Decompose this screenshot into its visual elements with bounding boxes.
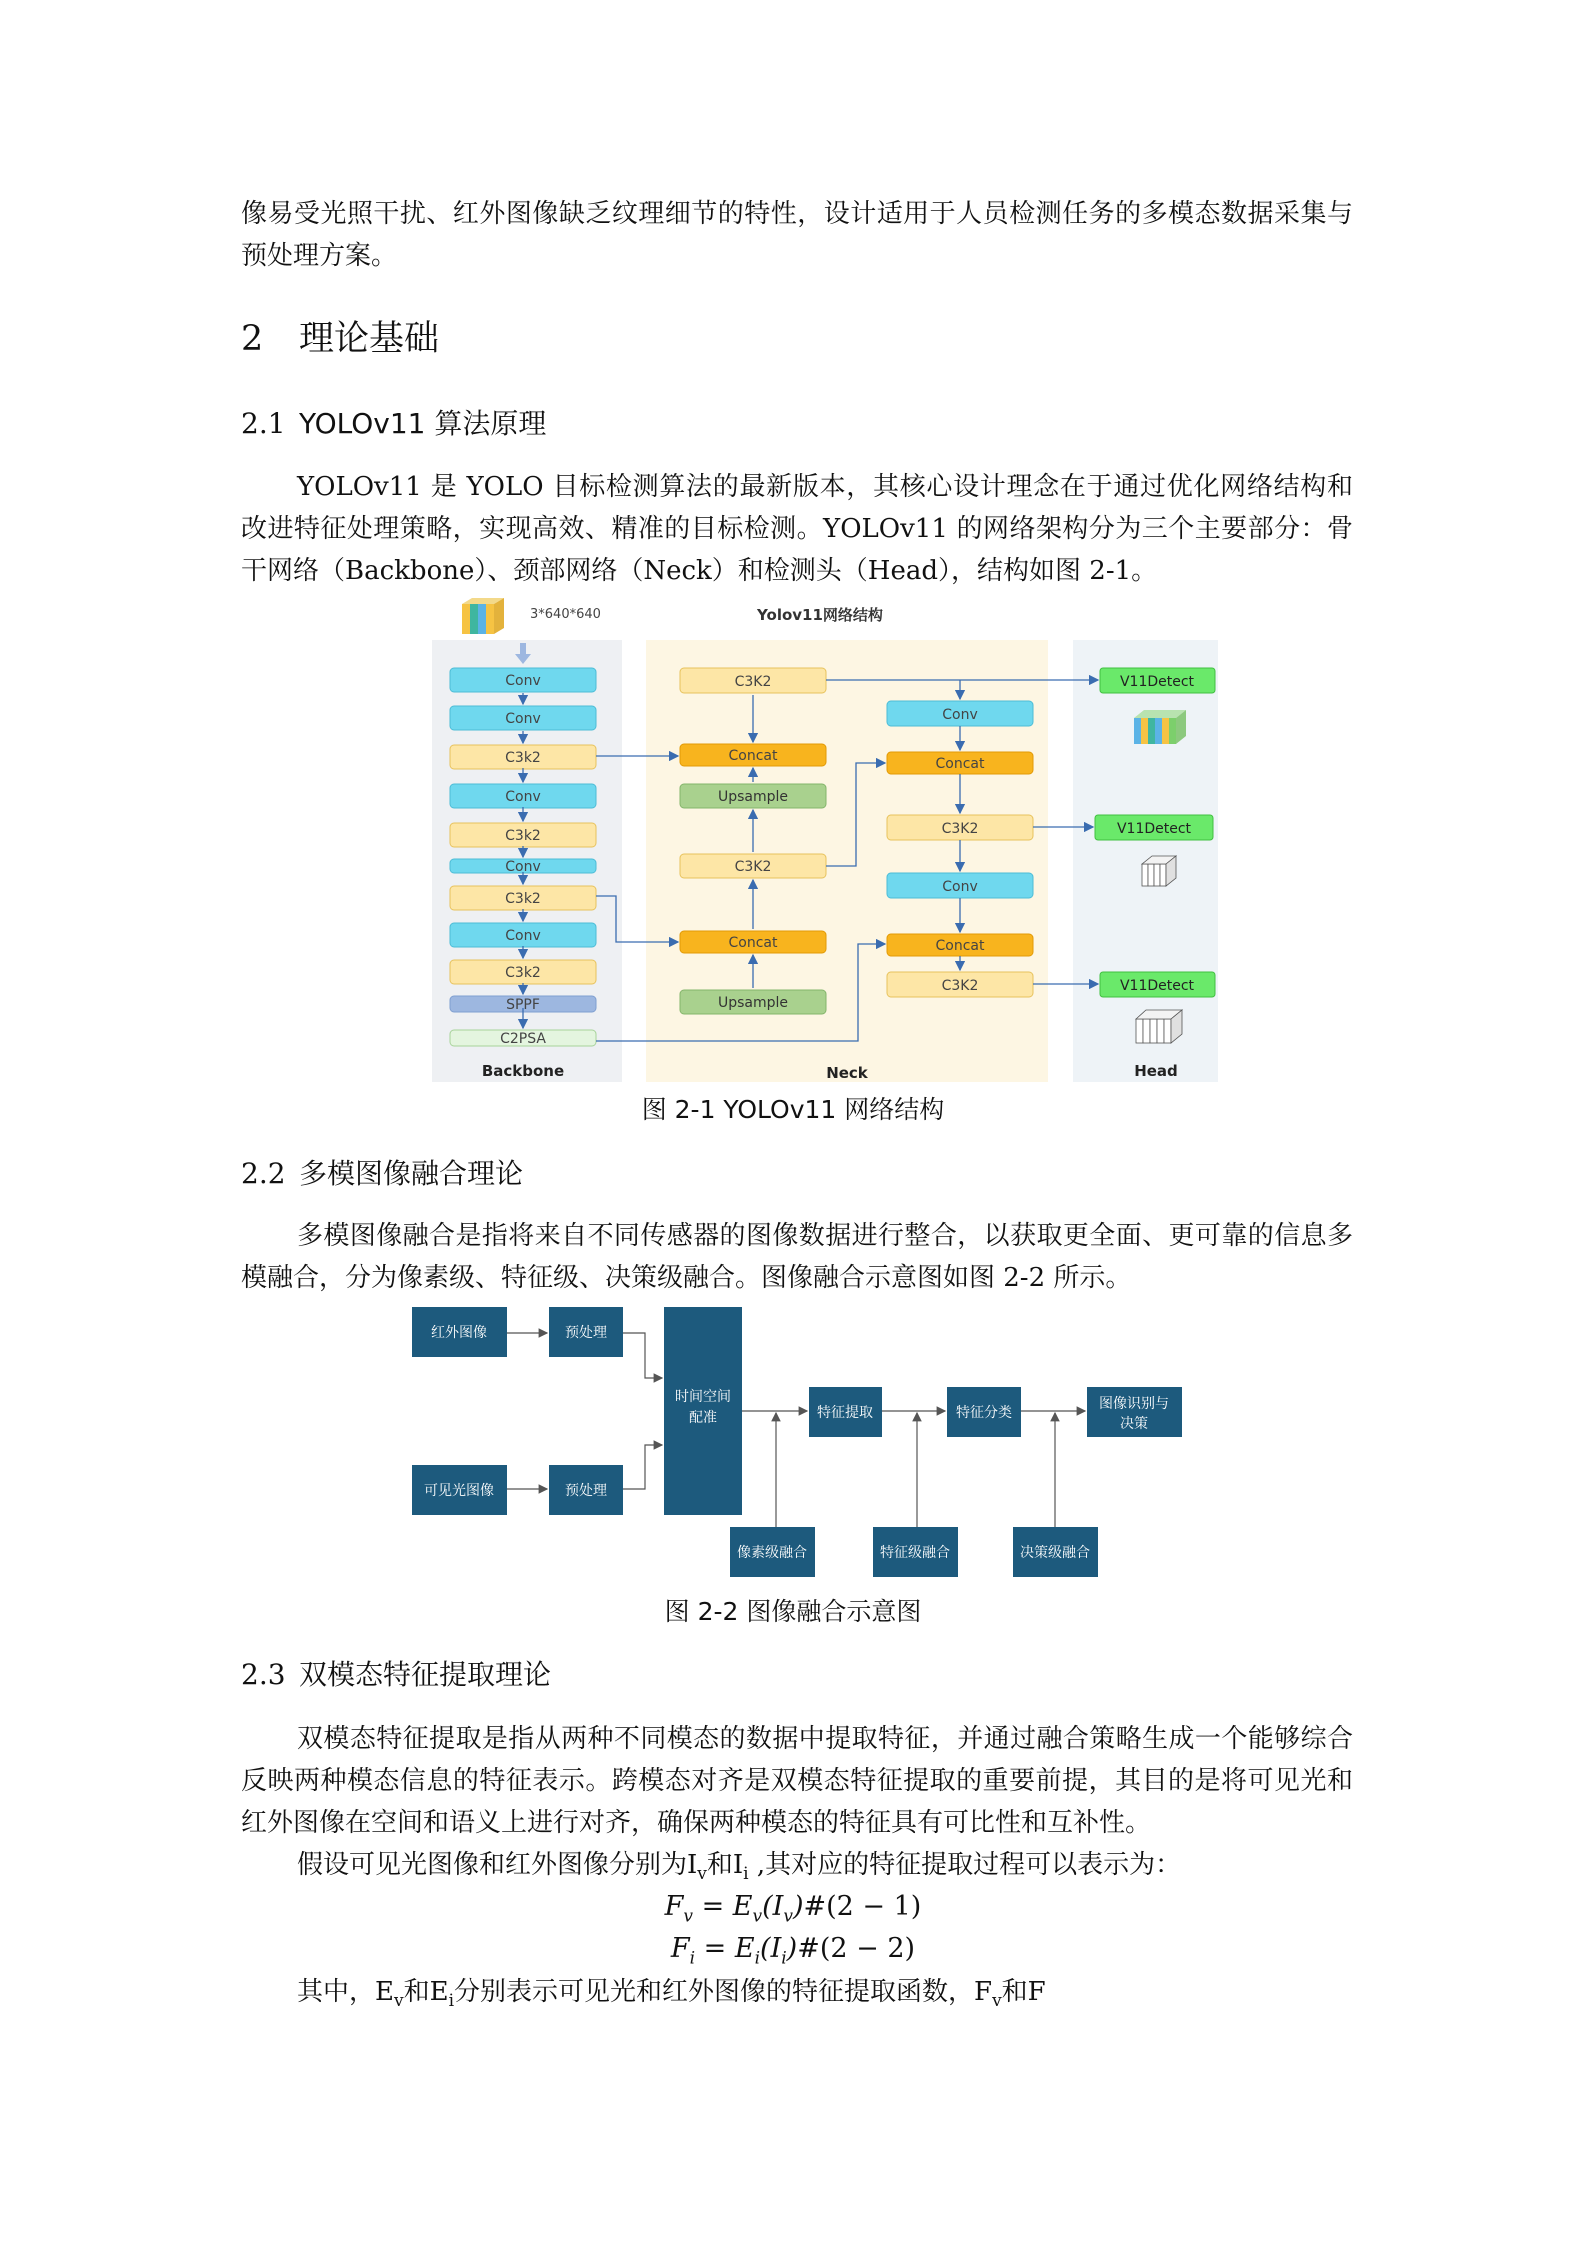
backbone-block-label: C3k2 (505, 750, 541, 766)
neck-upsample-1 (680, 784, 826, 808)
section-2-1-heading (241, 404, 546, 444)
section-number: 2.3 (241, 1658, 286, 1691)
neck-label: Neck (826, 1064, 868, 1082)
svg-text:预处理: 预处理 (565, 1325, 607, 1341)
section-2-2-heading (241, 1154, 523, 1194)
svg-text:C3K2: C3K2 (734, 859, 772, 875)
image-fusion-diagram (410, 1305, 1185, 1593)
backbone-block-c3k2 (450, 823, 596, 847)
svg-text:Concat: Concat (935, 756, 985, 772)
neck-concat-1 (680, 744, 826, 766)
paragraph-2-2: 多模图像融合是指将来自不同传感器的图像数据进行整合，以获取更全面、更可靠的信息多模融合，分为像素级、特征级、决策级融合。图像融合示意图如图 2-2 所示。 (241, 1221, 1353, 1293)
backbone-block-label: Conv (505, 711, 541, 727)
v11detect-3 (1100, 972, 1215, 997)
equation-2-2: $F_i$ = $E_i(I_i)\#(2 - 2)$ (670, 1933, 916, 1969)
svg-text:像素级融合: 像素级融合 (737, 1545, 807, 1561)
backbone-block-label: C3k2 (505, 965, 541, 981)
section-title: 双模态特征提取理论 (299, 1658, 552, 1691)
vis-image-box (412, 1465, 507, 1515)
input-size-label: 3*640*640 (530, 607, 601, 622)
head-label: Head (1134, 1062, 1178, 1080)
svg-text:预处理: 预处理 (565, 1483, 607, 1499)
section-title: 多模图像融合理论 (299, 1157, 524, 1190)
section-number: 2 (241, 319, 264, 359)
paragraph-2-3b: 假设可见光图像和红外图像分别为$I_v$和$I_i$ ,其对应的特征提取过程可以表示为： (297, 1850, 1182, 1885)
paragraph-2-1: YOLOv11 是 YOLO 目标检测算法的最新版本，其核心设计理念在于通过优化网络结构和改进特征处理策略，实现高效、精准的目标检测。YOLOv11 的网络架构分为三个主要部分：骨干网络（Backbone）、颈部网络（Neck）和检测头（Head），结构如图 2-1。 (241, 472, 1353, 586)
decision-fusion-box (1013, 1527, 1098, 1577)
backbone-block-conv (450, 923, 596, 947)
v11detect-2 (1095, 815, 1213, 840)
pixel-fusion-box (730, 1527, 815, 1577)
figure-2-1-caption: 图 2-1 YOLOv11 网络结构 (641, 1095, 945, 1124)
backbone-block-label: Conv (505, 859, 541, 875)
recognition-box (1087, 1387, 1182, 1437)
svg-text:决策级融合: 决策级融合 (1020, 1545, 1090, 1561)
neck-conv-1 (887, 701, 1033, 726)
backbone-label: Backbone (481, 1062, 565, 1080)
backbone-block-label: C2PSA (500, 1031, 546, 1047)
svg-text:可见光图像: 可见光图像 (424, 1483, 494, 1499)
svg-text:Concat: Concat (728, 748, 778, 764)
svg-text:V11Detect: V11Detect (1119, 674, 1195, 690)
intro-paragraph: 像易受光照干扰、红外图像缺乏纹理细节的特性，设计适用于人员检测任务的多模态数据采集与预处理方案。 (241, 199, 1353, 271)
backbone-block-label: SPPF (506, 997, 540, 1013)
svg-text:图像识别与: 图像识别与 (1099, 1396, 1169, 1412)
neck-concat-3 (887, 752, 1033, 774)
section-number: 2.2 (241, 1157, 286, 1190)
backbone-block-conv (450, 706, 596, 730)
svg-text:V11Detect: V11Detect (1116, 821, 1192, 837)
svg-text:C3K2: C3K2 (941, 821, 979, 837)
output-tensor-icon-large (1134, 710, 1186, 744)
v11detect-1 (1100, 668, 1215, 693)
svg-text:决策: 决策 (1120, 1416, 1148, 1432)
neck-c3k2-top (680, 668, 826, 693)
feature-classify-box (947, 1387, 1021, 1437)
svg-text:Upsample: Upsample (717, 995, 789, 1011)
svg-text:Conv: Conv (942, 879, 978, 895)
figure-2-2-caption: 图 2-2 图像融合示意图 (664, 1597, 922, 1626)
neck-c3k2-right-2 (887, 972, 1033, 997)
yolov11-architecture-figure (430, 598, 1220, 1085)
backbone-block-label: C3k2 (505, 828, 541, 844)
neck-concat-4 (887, 934, 1033, 956)
section-2-3-heading (241, 1655, 551, 1695)
section-title: 理论基础 (299, 319, 440, 359)
backbone-block-label: C3k2 (505, 891, 541, 907)
preprocess-box-2 (549, 1465, 623, 1515)
feature-fusion-box (873, 1527, 958, 1577)
paragraph-2-3a: 双模态特征提取是指从两种不同模态的数据中提取特征，并通过融合策略生成一个能够综合反映两种模态信息的特征表示。跨模态对齐是双模态特征提取的重要前提，其目的是将可见光和红外图像在空间和语义上进行对齐，确保两种模态的特征具有可比性和互补性。 (241, 1724, 1353, 1838)
neck-upsample-2 (680, 990, 826, 1014)
svg-text:Concat: Concat (728, 935, 778, 951)
svg-text:Upsample: Upsample (717, 789, 789, 805)
neck-concat-2 (680, 931, 826, 953)
svg-text:Concat: Concat (935, 938, 985, 954)
section-title: YOLOv11 算法原理 (299, 407, 547, 440)
backbone-block-c3k2 (450, 745, 596, 769)
svg-text:C3K2: C3K2 (734, 674, 772, 690)
feature-extract-box (809, 1387, 882, 1437)
backbone-block-label: Conv (505, 673, 541, 689)
section-number: 2.1 (241, 407, 286, 440)
backbone-block-conv (450, 668, 596, 692)
svg-text:红外图像: 红外图像 (431, 1325, 487, 1341)
equation-2-1: $F_v$ = $E_v(I_v)\#(2 - 1)$ (664, 1891, 922, 1927)
backbone-block-c2psa (450, 1030, 596, 1047)
output-tensor-icon-small (1136, 1010, 1182, 1043)
section-2-heading (241, 314, 439, 364)
svg-text:特征分类: 特征分类 (956, 1405, 1012, 1421)
svg-text:时间空间: 时间空间 (675, 1389, 731, 1405)
figure-title: Yolov11网络结构 (757, 606, 883, 624)
svg-text:配准: 配准 (689, 1410, 717, 1426)
svg-text:特征提取: 特征提取 (817, 1405, 873, 1421)
svg-text:C3K2: C3K2 (941, 978, 979, 994)
input-tensor-icon (462, 598, 504, 634)
neck-c3k2-right-1 (887, 815, 1033, 840)
backbone-block-c3k2 (450, 886, 596, 910)
backbone-block-label: Conv (505, 789, 541, 805)
backbone-block-c3k2 (450, 960, 596, 984)
svg-text:V11Detect: V11Detect (1119, 978, 1195, 994)
output-tensor-icon-medium (1142, 856, 1176, 886)
neck-conv-2 (887, 873, 1033, 898)
registration-box (664, 1307, 742, 1515)
paragraph-2-3c: 其中，$E_v$和$E_i$分别表示可见光和红外图像的特征提取函数，$F_v$和F (297, 1977, 1046, 2012)
backbone-block-conv (450, 784, 596, 808)
svg-text:Conv: Conv (942, 707, 978, 723)
neck-c3k2-mid (680, 854, 826, 878)
ir-image-box (412, 1307, 507, 1357)
svg-text:特征级融合: 特征级融合 (880, 1545, 950, 1561)
backbone-block-label: Conv (505, 928, 541, 944)
preprocess-box-1 (549, 1307, 623, 1357)
